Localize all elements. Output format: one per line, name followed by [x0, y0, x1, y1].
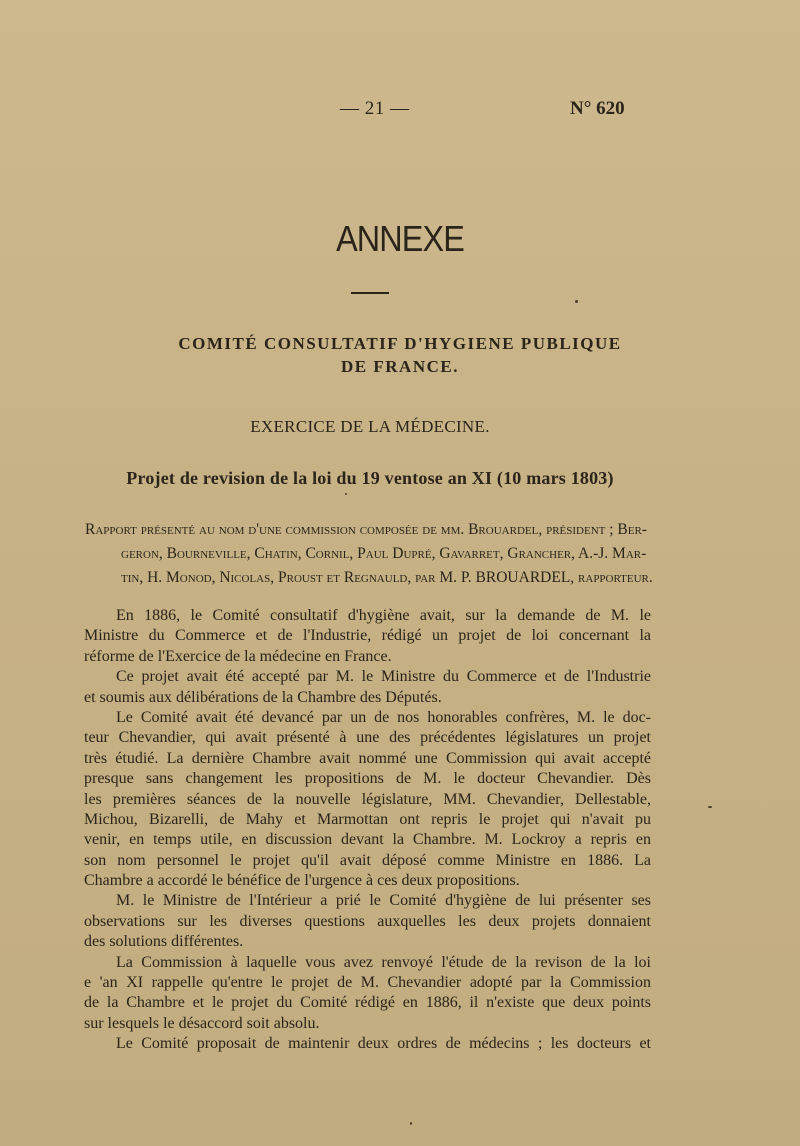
- body-text: [84, 606, 651, 1055]
- body-line: Ce projet avait été accepté par M. le Ministre du Commerce et de l'Industrie: [116, 668, 651, 686]
- body-line: M. le Ministre de l'Intérieur a prié le Comité d'hygiène de lui présenter ses: [116, 892, 651, 910]
- body-line: Le Comité proposait de maintenir deux ordres de médecins ; les docteurs et: [116, 1035, 651, 1053]
- report-line: Rapport présenté au nom d'une commission composée de mm. Brouardel, président ; Ber-: [85, 521, 647, 538]
- report-line: tin, H. Monod, Nicolas, Proust et Regnauld, par M. P. BROUARDEL, rapporteur.: [121, 569, 653, 586]
- body-line: teur Chevandier, qui avait présenté à une des précédentes législatures un projet: [84, 729, 651, 747]
- body-line: sur lesquels le désaccord soit absolu.: [84, 1014, 320, 1032]
- body-line: de la Chambre et le projet du Comité rédigé en 1886, il n'existe que deux points: [84, 994, 651, 1012]
- body-line: et soumis aux délibérations de la Chambre des Députés.: [84, 688, 442, 706]
- document-number: N° 620: [570, 98, 625, 119]
- body-line: les premières séances de la nouvelle législature, MM. Chevandier, Dellestable,: [84, 790, 651, 808]
- annexe-title: ANNEXE: [336, 218, 464, 259]
- committee-title-line-2: DE FRANCE.: [341, 357, 459, 376]
- page-number: — 21 —: [340, 98, 410, 119]
- paper-speck: [575, 300, 578, 303]
- body-line: des solutions différentes.: [84, 933, 244, 951]
- body-line: Ministre du Commerce et de l'Industrie, rédigé un projet de loi concernant la: [84, 627, 651, 645]
- body-line: En 1886, le Comité consultatif d'hygiène avait, sur la demande de M. le: [116, 607, 651, 624]
- body-line: venir, en temps utile, en discussion devant la Chambre. M. Lockroy a repris en: [84, 831, 651, 849]
- body-line: son nom personnel le projet qu'il avait déposé comme Ministre en 1886. La: [84, 851, 651, 869]
- paper-speck: [410, 1122, 412, 1125]
- body-line: e 'an XI rappelle qu'entre le projet de M. Chevandier adopté par la Commission: [84, 974, 651, 992]
- body-line: Chambre a accordé le bénéfice de l'urgence à ces deux propositions.: [84, 872, 520, 890]
- title-divider: [351, 292, 389, 294]
- paper-speck: [708, 806, 712, 808]
- committee-title-line-1: COMITÉ CONSULTATIF D'HYGIENE PUBLIQUE: [178, 334, 622, 353]
- paper-speck: [345, 493, 347, 495]
- project-title: Projet de revision de la loi du 19 ventose an XI (10 mars 1803): [126, 468, 614, 488]
- body-line: réforme de l'Exercice de la médecine en France.: [84, 647, 392, 665]
- report-line: geron, Bourneville, Chatin, Cornil, Paul Dupré, Gavarret, Grancher, A.-J. Mar-: [121, 545, 647, 562]
- body-line: Michou, Bizarelli, de Mahy et Marmottan ont repris le projet qui n'avait pu: [84, 810, 651, 828]
- body-line: presque sans changement les propositions de M. le docteur Chevandier. Dès: [84, 770, 651, 788]
- body-line: La Commission à laquelle vous avez renvoyé l'étude de la revison de la loi: [116, 953, 651, 971]
- body-line: très étudié. La dernière Chambre avait nommé une Commission qui avait accepté: [84, 749, 651, 767]
- report-heading: [85, 518, 653, 590]
- body-line: observations sur les diverses questions auxquelles les deux projets donnaient: [84, 912, 651, 930]
- committee-title: [0, 332, 800, 378]
- body-line: Le Comité avait été devancé par un de nos honorables confrères, M. le doc-: [116, 708, 651, 726]
- section-title: EXERCICE DE LA MÉDECINE.: [250, 417, 490, 436]
